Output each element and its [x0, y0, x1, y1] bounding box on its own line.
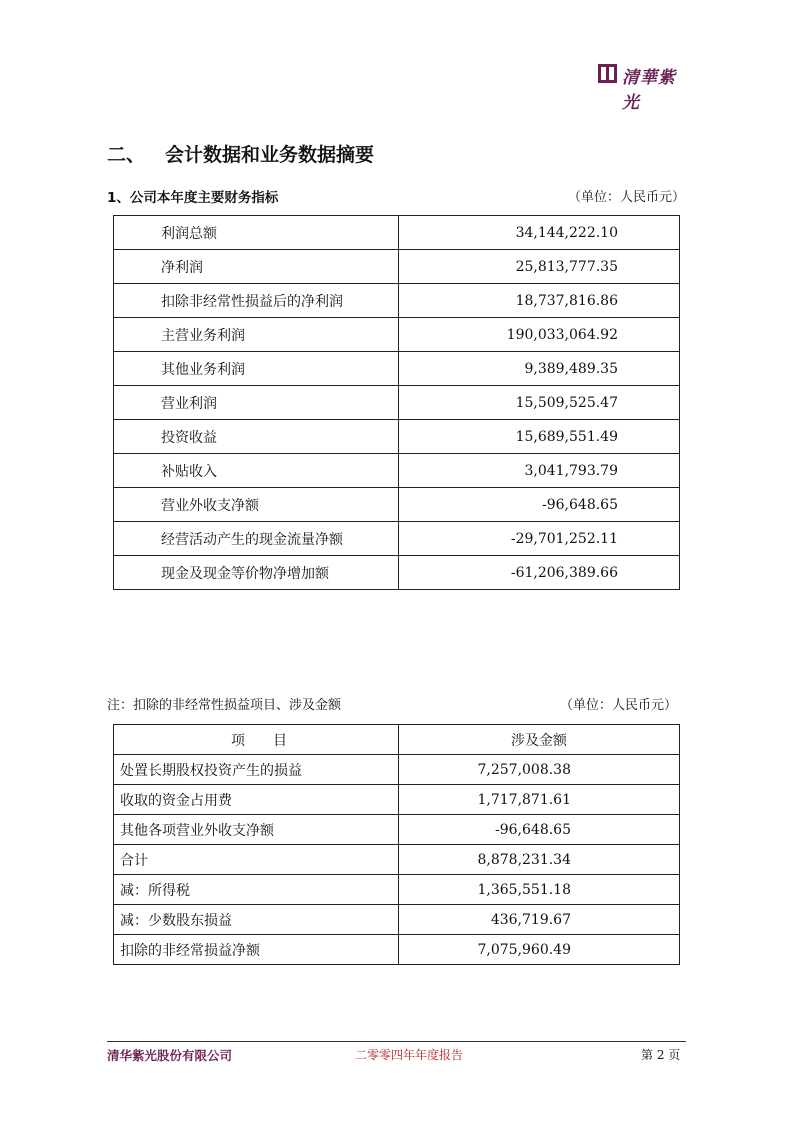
table-row [114, 556, 680, 590]
table-row [114, 216, 680, 250]
row-value: 9,389,489.35 [399, 352, 680, 386]
row-label: 主营业务利润 [114, 318, 399, 352]
row-value: -29,701,252.11 [399, 522, 680, 556]
row-label: 营业外收支净额 [114, 488, 399, 522]
row-label: 其他各项营业外收支净额 [114, 815, 399, 845]
row-value: 15,509,525.47 [399, 386, 680, 420]
row-label: 补贴收入 [114, 454, 399, 488]
table-row [114, 815, 680, 845]
row-label: 其他业务利润 [114, 352, 399, 386]
row-value: 1,717,871.61 [399, 785, 680, 815]
row-label: 现金及现金等价物净增加额 [114, 556, 399, 590]
row-label: 净利润 [114, 250, 399, 284]
table-row [114, 845, 680, 875]
row-label: 利润总额 [114, 216, 399, 250]
row-label: 合计 [114, 845, 399, 875]
unit-label-1: （单位：人民币元） [567, 190, 685, 205]
row-value: 7,075,960.49 [399, 935, 680, 965]
row-value: -96,648.65 [399, 488, 680, 522]
row-value: 436,719.67 [399, 905, 680, 935]
footer-company: 清华紫光股份有限公司 [107, 1048, 233, 1063]
row-value: 8,878,231.34 [399, 845, 680, 875]
non-recurring-items-table [113, 724, 680, 965]
row-label: 减：少数股东损益 [114, 905, 399, 935]
row-value: 190,033,064.92 [399, 318, 680, 352]
section-number: 二、 [107, 144, 146, 166]
row-label: 营业利润 [114, 386, 399, 420]
row-value: 34,144,222.10 [399, 216, 680, 250]
row-value: 18,737,816.86 [399, 284, 680, 318]
table-row [114, 488, 680, 522]
table-row [114, 386, 680, 420]
table-row [114, 785, 680, 815]
header-item: 项 目 [114, 725, 399, 755]
table-row [114, 420, 680, 454]
section-heading [107, 140, 374, 167]
section-title: 会计数据和业务数据摘要 [165, 144, 375, 166]
logo-mark-icon [598, 64, 617, 83]
header-amount: 涉及金额 [399, 725, 680, 755]
row-label: 扣除非经常性损益后的净利润 [114, 284, 399, 318]
row-value: 1,365,551.18 [399, 875, 680, 905]
footer-report-title: 二零零四年年度报告 [355, 1048, 464, 1062]
row-value: 15,689,551.49 [399, 420, 680, 454]
unit-label-2: （单位：人民币元） [559, 698, 677, 713]
table-row [114, 250, 680, 284]
table-row [114, 905, 680, 935]
footer-divider [107, 1041, 686, 1042]
logo-text: 清華紫光 [622, 68, 676, 113]
subsection-title: 1、公司本年度主要财务指标 [107, 190, 279, 206]
row-value: 25,813,777.35 [399, 250, 680, 284]
row-label: 扣除的非经常损益净额 [114, 935, 399, 965]
table-header-row [114, 725, 680, 755]
row-label: 经营活动产生的现金流量净额 [114, 522, 399, 556]
row-value: 7,257,008.38 [399, 755, 680, 785]
table-row [114, 318, 680, 352]
financial-indicators-table [113, 215, 680, 590]
row-value: -61,206,389.66 [399, 556, 680, 590]
table-row [114, 875, 680, 905]
table-row [114, 284, 680, 318]
note-title: 注：扣除的非经常性损益项目、涉及金额 [107, 698, 342, 713]
row-label: 收取的资金占用费 [114, 785, 399, 815]
table-row [114, 522, 680, 556]
footer-page-number: 第 2 页 [641, 1048, 681, 1062]
table-row [114, 755, 680, 785]
table-row [114, 352, 680, 386]
row-label: 投资收益 [114, 420, 399, 454]
company-logo [598, 62, 690, 113]
row-label: 减：所得税 [114, 875, 399, 905]
row-label: 处置长期股权投资产生的损益 [114, 755, 399, 785]
table-row [114, 454, 680, 488]
row-value: 3,041,793.79 [399, 454, 680, 488]
table-row [114, 935, 680, 965]
row-value: -96,648.65 [399, 815, 680, 845]
